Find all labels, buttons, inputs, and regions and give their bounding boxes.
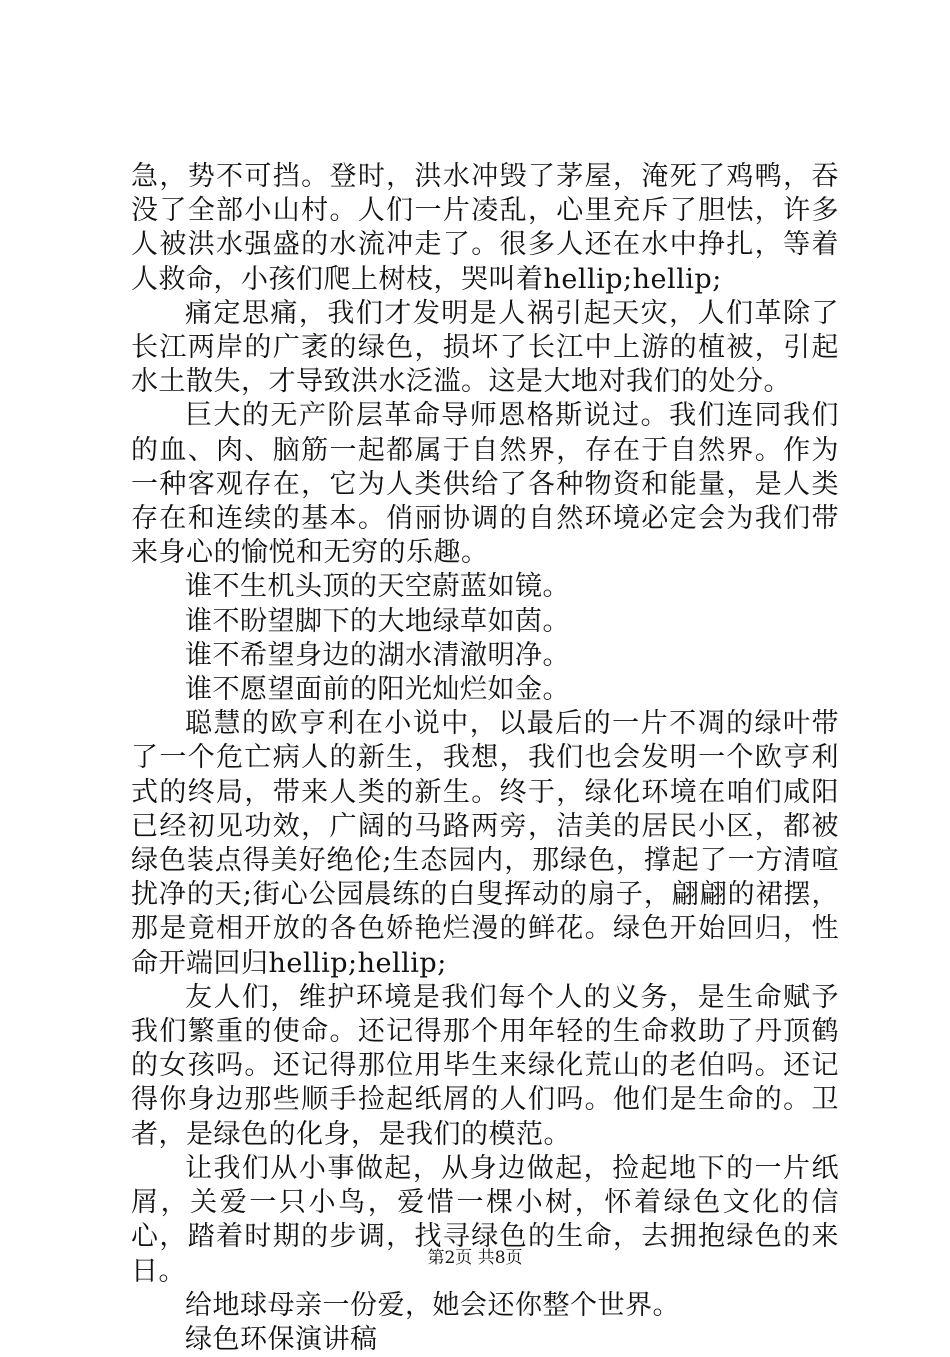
paragraph: 巨大的无产阶层革命导师恩格斯说过。我们连同我们的血、肉、脑筋一起都属于自然界，存在于自然界。作为一种客观存在，它为人类供给了各种物资和能量，是人类存在和连续的基本。俏丽协调的自然环境必定会为我们带来身心的愉悦和无穷的乐趣。 xyxy=(131,400,839,569)
paragraph: 谁不希望身边的湖水清澈明净。 xyxy=(185,639,570,671)
paragraph: 谁不生机头顶的天空蔚蓝如镜。 xyxy=(185,571,570,603)
paragraph: 友人们，维护环境是我们每个人的义务，是生命赋予我们繁重的使命。还记得那个用年轻的生命救助了丹顶鹤的女孩吗。还记得那位用毕生来绿化荒山的老伯吗。还记得你身边那些顺手捡起纸屑的人们吗。他们是生命的。卫者，是绿色的化身，是我们的模范。 xyxy=(131,981,839,1150)
document-body xyxy=(131,160,839,1357)
section-heading: 绿色环保演讲稿 xyxy=(185,1323,378,1355)
paragraph: 谁不愿望面前的阳光灿烂如金。 xyxy=(185,674,570,706)
paragraph: 痛定思痛，我们才发明是人祸引起天灾，人们革除了长江两岸的广袤的绿色，损坏了长江中上游的植被，引起水土散失，才导致洪水泛滥。这是大地对我们的处分。 xyxy=(131,297,839,398)
paragraph: 聪慧的欧亨利在小说中，以最后的一片不凋的绿叶带了一个危亡病人的新生，我想，我们也会发明一个欧亨利式的终局，带来人类的新生。终于，绿化环境在咱们咸阳已经初见功效，广阔的马路两旁，洁美的居民小区，都被绿色装点得美好绝伦;生态园内，那绿色，撑起了一方清喧扰净的天;街心公园晨练的白叟挥动的扇子，翩翩的裙摆，那是竟相开放的各色娇艳烂漫的鲜花。绿色开始回归，性命开端回归hellip;hellip; xyxy=(131,708,839,979)
paragraph: 给地球母亲一份爱，她会还你整个世界。 xyxy=(185,1289,680,1321)
page-number-footer: 第2页 共8页 xyxy=(427,1248,523,1268)
paragraph: 谁不盼望脚下的大地绿草如茵。 xyxy=(185,605,570,637)
paragraph-continuation: 急，势不可挡。登时，洪水冲毁了茅屋，淹死了鸡鸭，吞没了全部小山村。人们一片凌乱，心里充斥了胆怯，许多人被洪水强盛的水流冲走了。很多人还在水中挣扎，等着人救命，小孩们爬上树枝，哭叫着hellip;hellip; xyxy=(131,161,839,295)
paragraph: 让我们从小事做起，从身边做起，捡起地下的一片纸屑，关爱一只小鸟，爱惜一棵小树，怀着绿色文化的信心，踏着时期的步调，找寻绿色的生命，去拥抱绿色的来日。 xyxy=(131,1152,839,1287)
